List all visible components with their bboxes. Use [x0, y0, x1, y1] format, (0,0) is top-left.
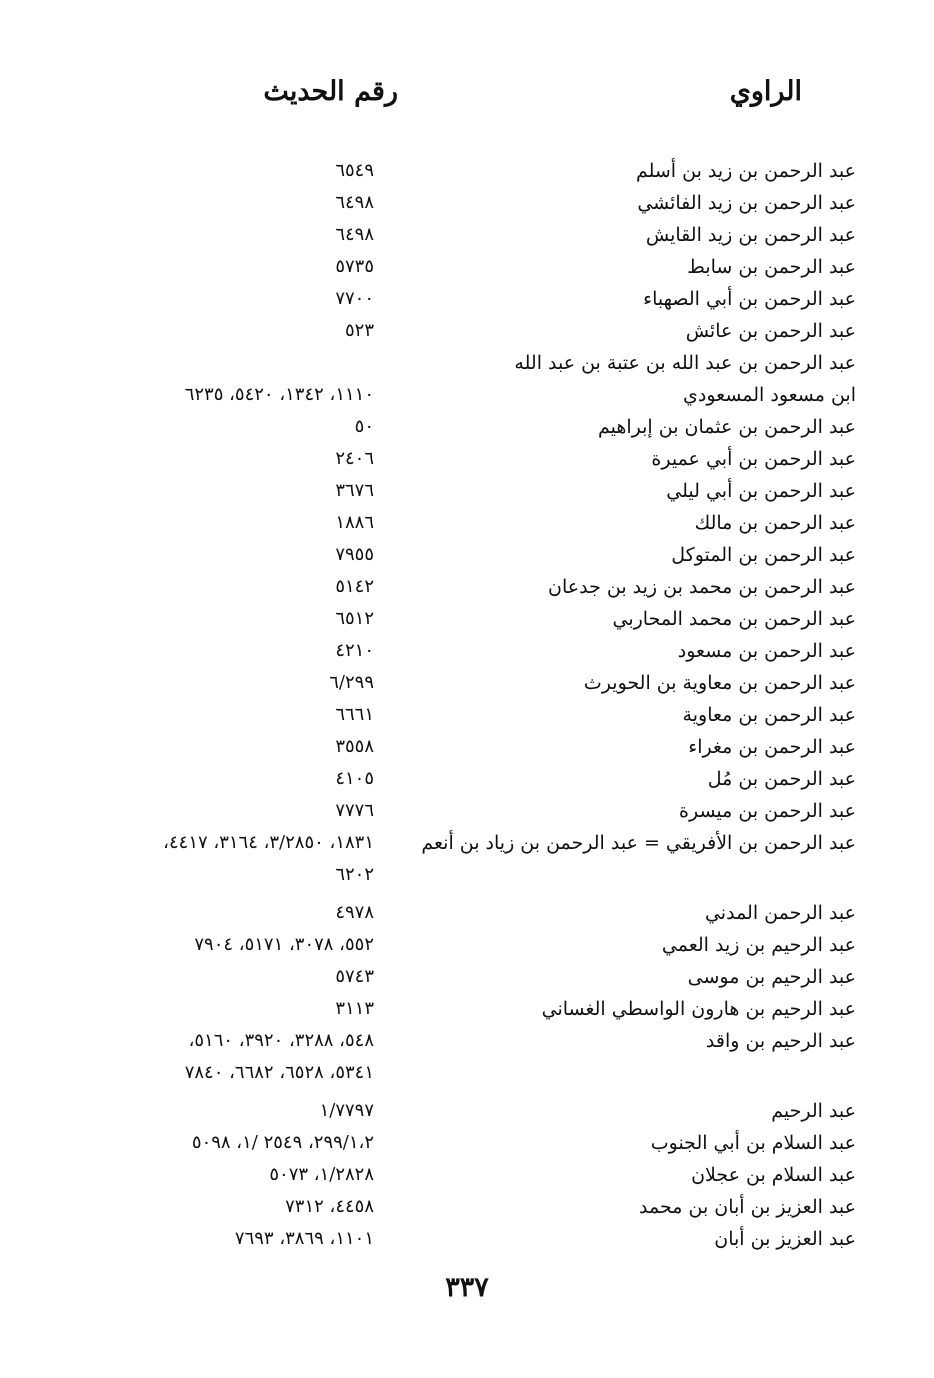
hadith-numbers: ٥١٤٢ — [335, 576, 374, 597]
hadith-numbers: ٥٧٤٣ — [335, 966, 374, 987]
index-row — [0, 795, 934, 827]
index-row — [0, 251, 934, 283]
narrator-name: عبد الرحمن بن مسعود — [677, 640, 856, 662]
hadith-numbers: ٥٤٨، ٣٢٨٨، ٣٩٢٠، ٥١٦٠، — [188, 1030, 374, 1051]
hadith-numbers: ٤٤٥٨، ٧٣١٢ — [285, 1196, 374, 1217]
narrator-name: عبد الرحمن بن الأفريقي = عبد الرحمن بن زياد بن أنعم — [421, 832, 856, 854]
hadith-numbers: ٥٢٣ — [344, 320, 374, 341]
hadith-numbers: ٣٦٧٦ — [335, 480, 374, 501]
hadith-numbers: ٥٠ — [354, 416, 374, 437]
narrator-name: عبد الرحيم بن هارون الواسطي الغساني — [541, 998, 856, 1020]
narrator-name: عبد الرحمن بن زيد القايش — [645, 224, 856, 246]
index-row — [0, 155, 934, 187]
index-row — [0, 897, 934, 929]
hadith-numbers: ٦٥٤٩ — [335, 160, 374, 181]
narrator-name: ابن مسعود المسعودي — [683, 384, 856, 406]
index-row — [0, 731, 934, 763]
index-row — [0, 539, 934, 571]
narrator-name: عبد الرحمن بن مُل — [707, 768, 856, 790]
index-row — [0, 1127, 934, 1159]
narrator-name: عبد العزيز بن أبان — [714, 1228, 856, 1250]
hadith-numbers: ٧٧٠٠ — [335, 288, 374, 309]
index-row — [0, 859, 934, 891]
index-row — [0, 283, 934, 315]
index-row — [0, 443, 934, 475]
narrator-name: عبد الرحيم بن واقد — [705, 1030, 856, 1052]
narrator-name: عبد الرحمن بن زيد بن أسلم — [635, 160, 856, 182]
index-row — [0, 635, 934, 667]
index-row — [0, 699, 934, 731]
hadith-numbers: ١٨٣١، ٣/٢٨٥٠، ٣١٦٤، ٤٤١٧، — [163, 832, 374, 853]
narrator-name: عبد الرحيم بن موسى — [687, 966, 856, 988]
index-row — [0, 1057, 934, 1089]
index-row — [0, 1191, 934, 1223]
index-row — [0, 507, 934, 539]
index-row — [0, 961, 934, 993]
index-row — [0, 603, 934, 635]
narrator-name: عبد الرحمن بن ميسرة — [679, 800, 856, 822]
hadith-numbers: ١١٠١، ٣٨٦٩، ٧٦٩٣ — [234, 1228, 374, 1249]
narrator-name: عبد الرحمن بن عثمان بن إبراهيم — [597, 416, 856, 438]
narrator-name: عبد الرحمن بن سابط — [687, 256, 856, 278]
header-hadith-number: رقم الحديث — [263, 76, 398, 107]
index-row — [0, 929, 934, 961]
narrator-name: عبد الرحمن المدني — [704, 902, 856, 924]
hadith-numbers: ١١١٠، ١٣٤٢، ٥٤٢٠، ٦٢٣٥ — [184, 384, 374, 405]
hadith-numbers: ٧٧٧٦ — [335, 800, 374, 821]
narrator-name: عبد الرحمن بن معاوية — [682, 704, 856, 726]
index-row — [0, 763, 934, 795]
hadith-numbers: ٢٩٩/١،٢، ٢٥٤٩ /١، ٥٠٩٨ — [191, 1132, 374, 1153]
narrator-name: عبد الرحمن بن عبد الله بن عتبة بن عبد الله — [514, 352, 856, 374]
index-row — [0, 187, 934, 219]
page-number: ٣٣٧ — [445, 1272, 489, 1303]
index-row — [0, 827, 934, 859]
index-row — [0, 411, 934, 443]
hadith-numbers: ٥٧٣٥ — [335, 256, 374, 277]
hadith-numbers: ١/٢٨٢٨، ٥٠٧٣ — [269, 1164, 374, 1185]
index-row — [0, 1025, 934, 1057]
narrator-name: عبد الرحمن بن عائش — [685, 320, 856, 342]
narrator-name: عبد الرحمن بن مغراء — [688, 736, 856, 758]
hadith-numbers: ٥٣٤١، ٦٥٢٨، ٦٦٨٢، ٧٨٤٠ — [184, 1062, 374, 1083]
narrator-name: عبد الرحمن بن أبي الصهباء — [643, 288, 856, 310]
hadith-numbers: ٦٥١٢ — [335, 608, 374, 629]
hadith-numbers: ٦/٢٩٩ — [329, 672, 374, 693]
hadith-numbers: ٧٩٥٥ — [335, 544, 374, 565]
hadith-numbers: ٦٤٩٨ — [335, 224, 374, 245]
index-row — [0, 667, 934, 699]
narrator-name: عبد الرحيم بن زيد العمي — [661, 934, 856, 956]
hadith-numbers: ٢٤٠٦ — [335, 448, 374, 469]
hadith-numbers: ١/٧٧٩٧ — [319, 1100, 374, 1121]
narrator-name: عبد الرحمن بن أبي ليلي — [666, 480, 856, 502]
index-row — [0, 379, 934, 411]
index-row — [0, 571, 934, 603]
index-row — [0, 1159, 934, 1191]
narrator-name: عبد الرحمن بن أبي عميرة — [651, 448, 856, 470]
narrator-name: عبد السلام بن أبي الجنوب — [650, 1132, 856, 1154]
index-row — [0, 347, 934, 379]
index-row — [0, 315, 934, 347]
index-row — [0, 1095, 934, 1127]
narrator-name: عبد الرحمن بن محمد المحاربي — [612, 608, 856, 630]
narrator-name: عبد الرحمن بن زيد الفائشي — [637, 192, 856, 214]
hadith-numbers: ٤٩٧٨ — [335, 902, 374, 923]
narrator-name: عبد الرحمن بن محمد بن زيد بن جدعان — [548, 576, 856, 598]
narrator-name: عبد الرحمن بن مالك — [694, 512, 856, 534]
hadith-numbers: ٤١٠٥ — [335, 768, 374, 789]
hadith-numbers: ٦٢٠٢ — [335, 864, 374, 885]
hadith-numbers: ٦٦٦١ — [335, 704, 374, 725]
hadith-numbers: ١٨٨٦ — [335, 512, 374, 533]
hadith-numbers: ٦٤٩٨ — [335, 192, 374, 213]
narrator-name: عبد الرحمن بن المتوكل — [671, 544, 856, 566]
hadith-numbers: ٤٢١٠ — [335, 640, 374, 661]
hadith-numbers: ٣٥٥٨ — [335, 736, 374, 757]
hadith-numbers: ٥٥٢، ٣٠٧٨، ٥١٧١، ٧٩٠٤ — [194, 934, 374, 955]
narrator-name: عبد الرحمن بن معاوية بن الحويرث — [583, 672, 856, 694]
index-row — [0, 475, 934, 507]
narrator-name: عبد السلام بن عجلان — [691, 1164, 856, 1186]
narrator-name: عبد العزيز بن أبان بن محمد — [639, 1196, 856, 1218]
narrator-name: عبد الرحيم — [771, 1100, 856, 1122]
index-row — [0, 219, 934, 251]
narrator-index — [0, 155, 934, 1255]
index-row — [0, 1223, 934, 1255]
header-narrator: الراوي — [729, 76, 802, 107]
hadith-numbers: ٣١١٣ — [335, 998, 374, 1019]
index-row — [0, 993, 934, 1025]
